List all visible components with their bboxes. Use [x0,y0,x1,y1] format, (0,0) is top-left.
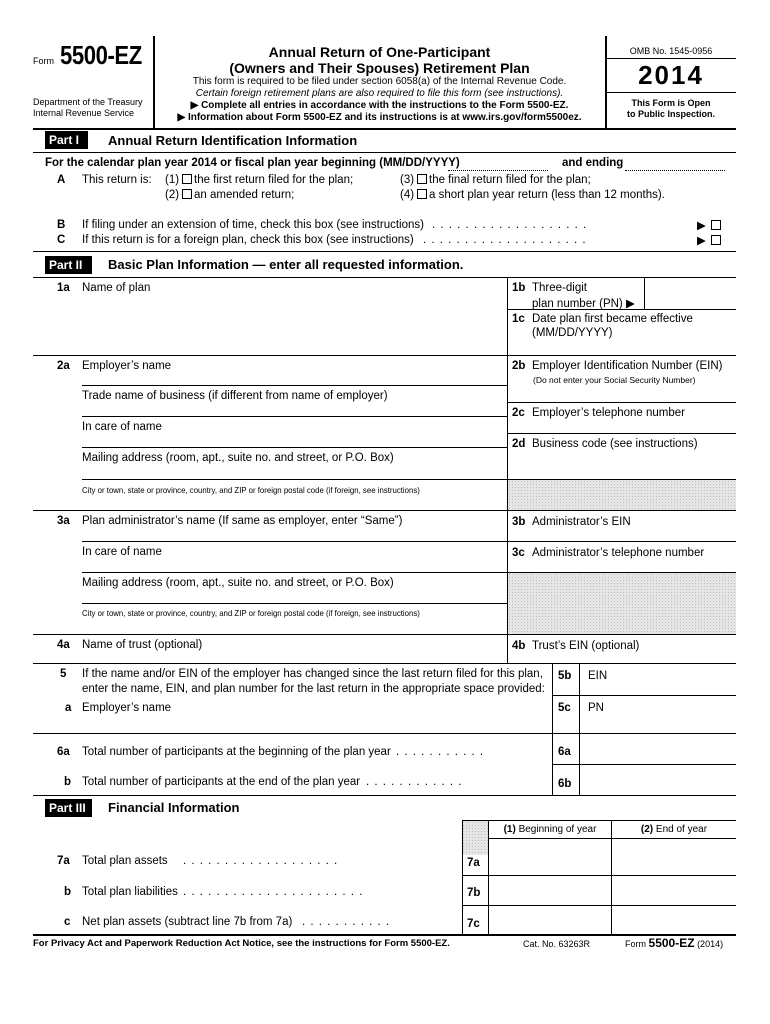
line-7b-dots: . . . . . . . . . . . . . . . . . . . . . . [183,886,364,898]
line-c-arrow: ▶ [697,235,706,247]
care-of-field-2[interactable] [82,558,502,570]
care-of-field-1[interactable] [82,433,502,445]
previous-employer-name-field[interactable] [82,716,547,728]
first-return-option [182,174,353,186]
col-end-header [612,824,736,835]
part1-tag: Part I [45,131,88,149]
line-6b-dots: . . . . . . . . . . . . [366,776,463,788]
line-b-label: B [57,219,66,231]
line-2d-label: 2d [512,438,526,450]
col2-num: (2) [640,824,654,835]
participants-beginning-label: Total number of participants at the beginning of the plan year [82,746,391,758]
tax-year: 2014 [638,60,704,90]
form-subtitle-1: This form is required to be filed under section 6058(a) of the Internal Revenue Code. [192,76,567,87]
part3-title: Financial Information [108,800,240,815]
trade-name-field[interactable] [82,402,502,414]
omb-number: OMB No. 1545-0956 [629,46,713,56]
form-title-line2: (Owners and Their Spouses) Retirement Plan [229,60,530,76]
care-of-label-2: In care of name [82,546,162,558]
part2-tag: Part II [45,256,92,274]
administrator-name-label: Plan administrator’s name (If same as employer, enter “Same”) [82,515,403,527]
form-title-line1: Annual Return of One-Participant [268,44,491,60]
line-7a-label: 7a [57,855,70,867]
mailing-address-field-2[interactable] [82,590,502,602]
line-7c-box: 7c [467,918,480,930]
line-6a-dots: . . . . . . . . . . . [396,746,485,758]
part1-title: Annual Return Identification Information [108,133,358,148]
line-b-text: If filing under an extension of time, check this box (see instructions) [82,219,424,231]
pn-label-2: plan number (PN) ▶ [532,298,635,310]
short-year-checkbox[interactable] [417,189,427,199]
open-inspection-1: This Form is Open [631,98,711,108]
privacy-notice: For Privacy Act and Paperwork Reduction Act Notice, see the instructions for Form 5500-EZ. [33,938,450,949]
line-7a-box: 7a [467,857,480,869]
line-5b-label: 5b [558,670,572,682]
line-7c-label: c [64,916,71,928]
assets-beginning-field[interactable] [489,840,610,874]
total-assets-label: Total plan assets [82,855,168,867]
city-label-1: City or town, state or province, country, and ZIP or foreign postal code (if foreign, see instructions) [82,485,420,495]
pn-label-1: Three-digit [532,282,587,294]
shaded-area-2 [508,573,736,634]
ending-label: and ending [562,157,624,169]
employer-name-field[interactable] [82,373,502,383]
previous-pn-field[interactable] [580,714,735,726]
foreign-plan-checkbox[interactable] [711,235,723,247]
business-code-label: Business code (see instructions) [532,438,698,450]
ein-label: Employer Identification Number (EIN) [532,360,723,372]
net-assets-end-field[interactable] [612,906,735,934]
participants-end-label: Total number of participants at the end of the plan year [82,776,361,788]
catalog-number: Cat. No. 63263R [523,939,591,949]
option1-num: (1) [165,174,180,186]
line-6b-box: 6b [558,778,572,790]
administrator-phone-label: Administrator’s telephone number [532,547,705,559]
ein-note: (Do not enter your Social Security Number) [533,375,696,385]
line-6b-label: b [64,776,72,788]
city-label-2: City or town, state or province, country, and ZIP or foreign postal code (if foreign, see instructions) [82,608,420,618]
plan-number-field[interactable] [645,278,735,309]
plan-name-field[interactable] [82,296,502,348]
line-5-text-2: enter the name, EIN, and plan number for the last return in the appropriate space provided: [82,683,545,695]
line-5-label: 5 [60,668,67,680]
form-subtitle-4: ▶ Information about Form 5500-EZ and its instructions is at www.irs.gov/form5500ez. [177,112,582,123]
trust-name-field[interactable] [82,651,502,661]
line-6a-label: 6a [57,746,70,758]
line-c-label: C [57,234,66,246]
trust-name-label: Name of trust (optional) [82,639,203,651]
total-liabilities-label: Total plan liabilities [82,886,178,898]
col1-num: (1) [503,824,516,835]
first-return-label: the first return filed for the plan; [194,174,354,186]
amended-return-option [182,189,294,201]
footer-form [625,936,723,950]
liabilities-beginning-field[interactable] [489,876,610,904]
line-7a-dots: . . . . . . . . . . . . . . . . . . . [183,855,339,867]
footer-form-number: 5500-EZ [648,936,695,950]
assets-end-field[interactable] [612,840,735,874]
line-2a-label: 2a [57,360,70,372]
previous-ein-field[interactable] [580,682,735,694]
line-2c-label: 2c [512,407,525,419]
plan-name-label: Name of plan [82,282,151,294]
part3-tag: Part III [45,799,92,817]
line-3c-label: 3c [512,547,525,559]
final-return-checkbox[interactable] [417,174,427,184]
final-return-option [417,174,591,186]
mailing-address-label-1: Mailing address (room, apt., suite no. and street, or P.O. Box) [82,452,394,464]
part2-title: Basic Plan Information — enter all requested information. [108,257,464,272]
line-2b-label: 2b [512,360,526,372]
line-b-dots: . . . . . . . . . . . . . . . . . . . [432,219,588,231]
short-year-option [417,189,665,201]
line-4a-label: 4a [57,639,70,651]
care-of-label-1: In care of name [82,421,162,433]
option4-num: (4) [400,189,415,201]
net-assets-beginning-field[interactable] [489,906,610,934]
line-4b-label: 4b [512,640,526,652]
mailing-address-field-1[interactable] [82,465,502,477]
line-a-label: A [57,174,66,186]
line-3a-label: 3a [57,515,70,527]
effective-date-field[interactable] [508,340,736,355]
line-5c-label: 5c [558,702,571,714]
line-7c-dots: . . . . . . . . . . . [302,916,391,928]
shaded-area-1 [508,480,736,511]
amended-return-label: an amended return; [194,189,295,201]
participants-beginning-field[interactable] [580,740,735,762]
irs-name: Internal Revenue Service [33,108,135,118]
line-1c-label: 1c [512,313,525,325]
footer-form-word: Form [625,939,646,949]
administrator-ein-label: Administrator’s EIN [532,516,631,528]
line-c-text: If this return is for a foreign plan, check this box (see instructions) [82,234,414,246]
previous-pn-label: PN [588,702,604,714]
previous-ein-label: EIN [588,670,608,682]
extension-checkbox[interactable] [711,220,723,232]
form-subtitle-2: Certain foreign retirement plans are also required to file this form (see instructions). [195,88,564,99]
line-5-text-1: If the name and/or EIN of the employer has changed since the last return filed for this plan, [82,668,543,680]
employer-name-label: Employer’s name [82,360,172,372]
effective-date-label-1: Date plan first became effective [532,313,693,325]
first-return-checkbox[interactable] [182,174,192,184]
calendar-year-label: For the calendar plan year 2014 or fiscal plan year beginning (MM/DD/YYYY) [45,157,460,169]
net-assets-label: Net plan assets (subtract line 7b from 7a) [82,916,293,928]
amended-return-checkbox[interactable] [182,189,192,199]
col-beginning-header [489,824,611,835]
employer-phone-label: Employer’s telephone number [532,407,685,419]
line-6a-box: 6a [558,746,571,758]
line-a-text: This return is: [82,174,152,186]
line-1b-label: 1b [512,282,526,294]
short-year-label: a short plan year return (less than 12 months). [429,189,665,201]
col2-text: End of year [655,824,708,835]
open-inspection-2: to Public Inspection. [626,109,715,119]
trade-name-label: Trade name of business (if different from name of employer) [82,390,388,402]
administrator-name-field[interactable] [82,528,502,540]
line-b-arrow: ▶ [697,220,706,232]
line-c-dots: . . . . . . . . . . . . . . . . . . . . [423,234,587,246]
shaded-column-header [462,821,488,855]
mailing-address-label-2: Mailing address (room, apt., suite no. and street, or P.O. Box) [82,577,394,589]
form-number: 5500-EZ [60,40,142,70]
form-subtitle-3: ▶ Complete all entries in accordance with the instructions to the Form 5500-EZ. [190,100,569,111]
participants-end-field[interactable] [580,770,735,792]
line-5a-label: a [65,702,72,714]
line-7b-label: b [64,886,72,898]
trust-ein-label: Trust’s EIN (optional) [532,640,640,652]
option3-num: (3) [400,174,415,186]
previous-employer-name-label: Employer’s name [82,702,172,714]
option2-num: (2) [165,189,180,201]
line-3b-label: 3b [512,516,526,528]
line-7b-box: 7b [467,887,481,899]
liabilities-end-field[interactable] [612,876,735,904]
line-1a-label: 1a [57,282,70,294]
col1-text: Beginning of year [518,824,597,835]
effective-date-label-2: (MM/DD/YYYY) [532,327,613,339]
department: Department of the Treasury [33,97,143,107]
footer-year: (2014) [697,939,724,949]
final-return-label: the final return filed for the plan; [429,174,591,186]
form-word: Form [33,56,54,66]
